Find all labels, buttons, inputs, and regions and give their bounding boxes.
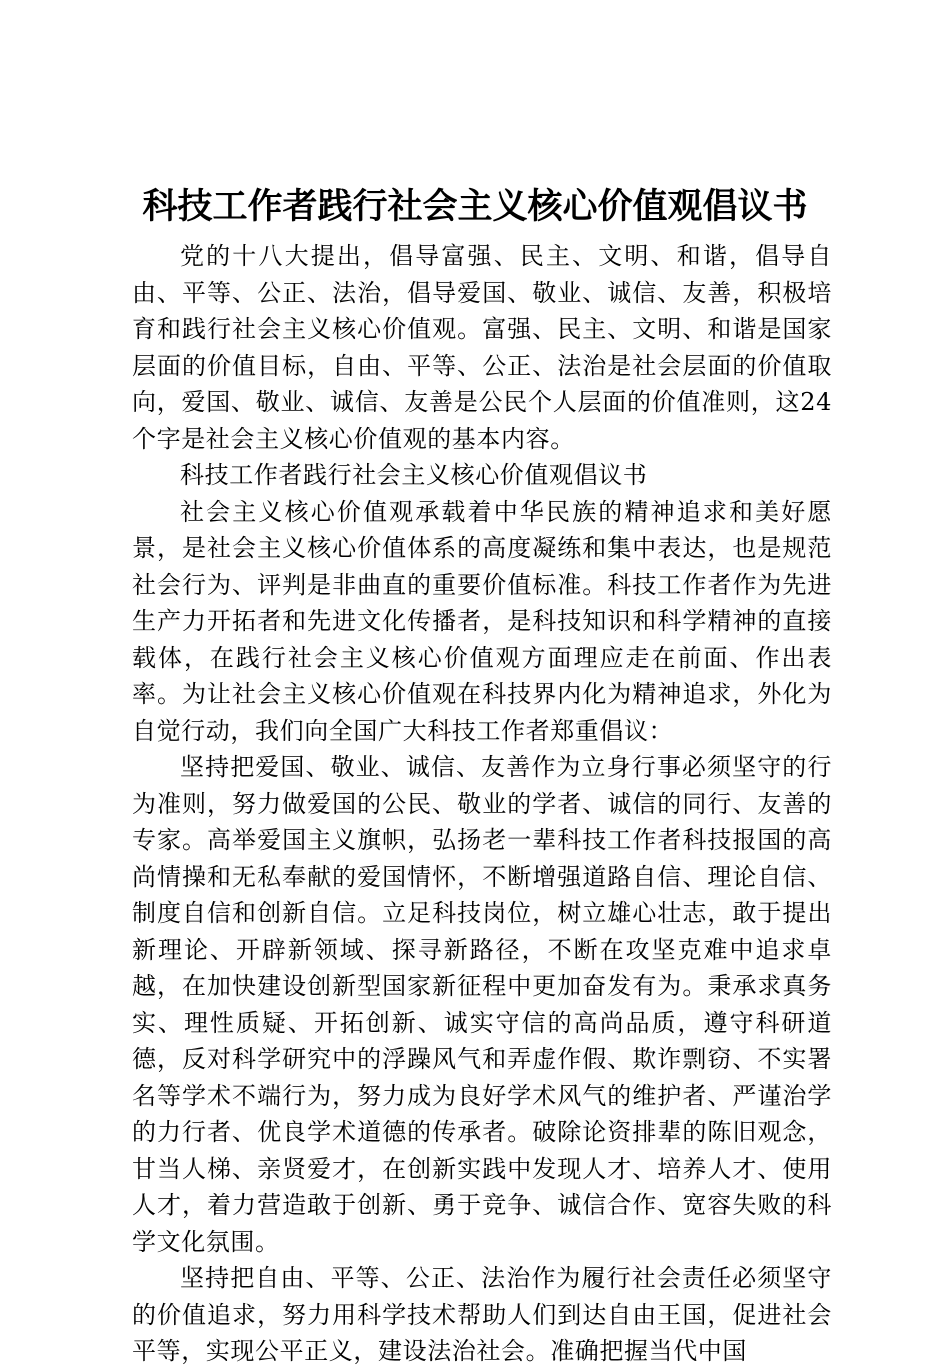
document-title: 科技工作者践行社会主义核心价值观倡议书 [142,186,808,227]
paragraph-intro: 党的十八大提出，倡导富强、民主、文明、和谐，倡导自由、平等、公正、法治，倡导爱国、敬业、诚信、友善，积极培育和践行社会主义核心价值观。富强、民主、文明、和谐是国家层面的价值目标，自由、平等、公正、法治是社会层面的价值取向，爱国、敬业、诚信、友善是公民个人层面的价值准则，这24个字是社会主义核心价值观的基本内容。 [132,242,832,453]
document-body [132,238,832,1370]
paragraph-preamble: 社会主义核心价值观承载着中华民族的精神追求和美好愿景，是社会主义核心价值体系的高度凝练和集中表达，也是规范社会行为、评判是非曲直的重要价值标准。科技工作者作为先进生产力开拓者和先进文化传播者，是科技知识和科学精神的直接载体，在践行社会主义核心价值观方面理应走在前面、作出表率。为让社会主义核心价值观在科技界内化为精神追求，外化为自觉行动，我们向全国广大科技工作者郑重倡议： [132,497,832,745]
paragraph-initiative-2: 坚持把自由、平等、公正、法治作为履行社会责任必须坚守的价值追求，努力用科学技术帮助人们到达自由王国，促进社会平等，实现公平正义，建设法治社会。准确把握当代中国 [132,1264,832,1365]
paragraph-initiative-1: 坚持把爱国、敬业、诚信、友善作为立身行事必须坚守的行为准则，努力做爱国的公民、敬业的学者、诚信的同行、友善的专家。高举爱国主义旗帜，弘扬老一辈科技工作者科技报国的高尚情操和无私奉献的爱国情怀，不断增强道路自信、理论自信、制度自信和创新自信。立足科技岗位，树立雄心壮志，敢于提出新理论、开辟新领域、探寻新路径，不断在攻坚克难中追求卓越，在加快建设创新型国家新征程中更加奋发有为。秉承求真务实、理性质疑、开拓创新、诚实守信的高尚品质，遵守科研道德，反对科学研究中的浮躁风气和弄虚作假、欺诈剽窃、不实署名等学术不端行为，努力成为良好学术风气的维护者、严谨治学的力行者、优良学术道德的传承者。破除论资排辈的陈旧观念，甘当人梯、亲贤爱才，在创新实践中发现人才、培养人才、使用人才，着力营造敢于创新、勇于竞争、诚信合作、宽容失败的科学文化氛围。 [132,753,832,1256]
paragraph-subtitle: 科技工作者践行社会主义核心价值观倡议书 [180,461,648,489]
